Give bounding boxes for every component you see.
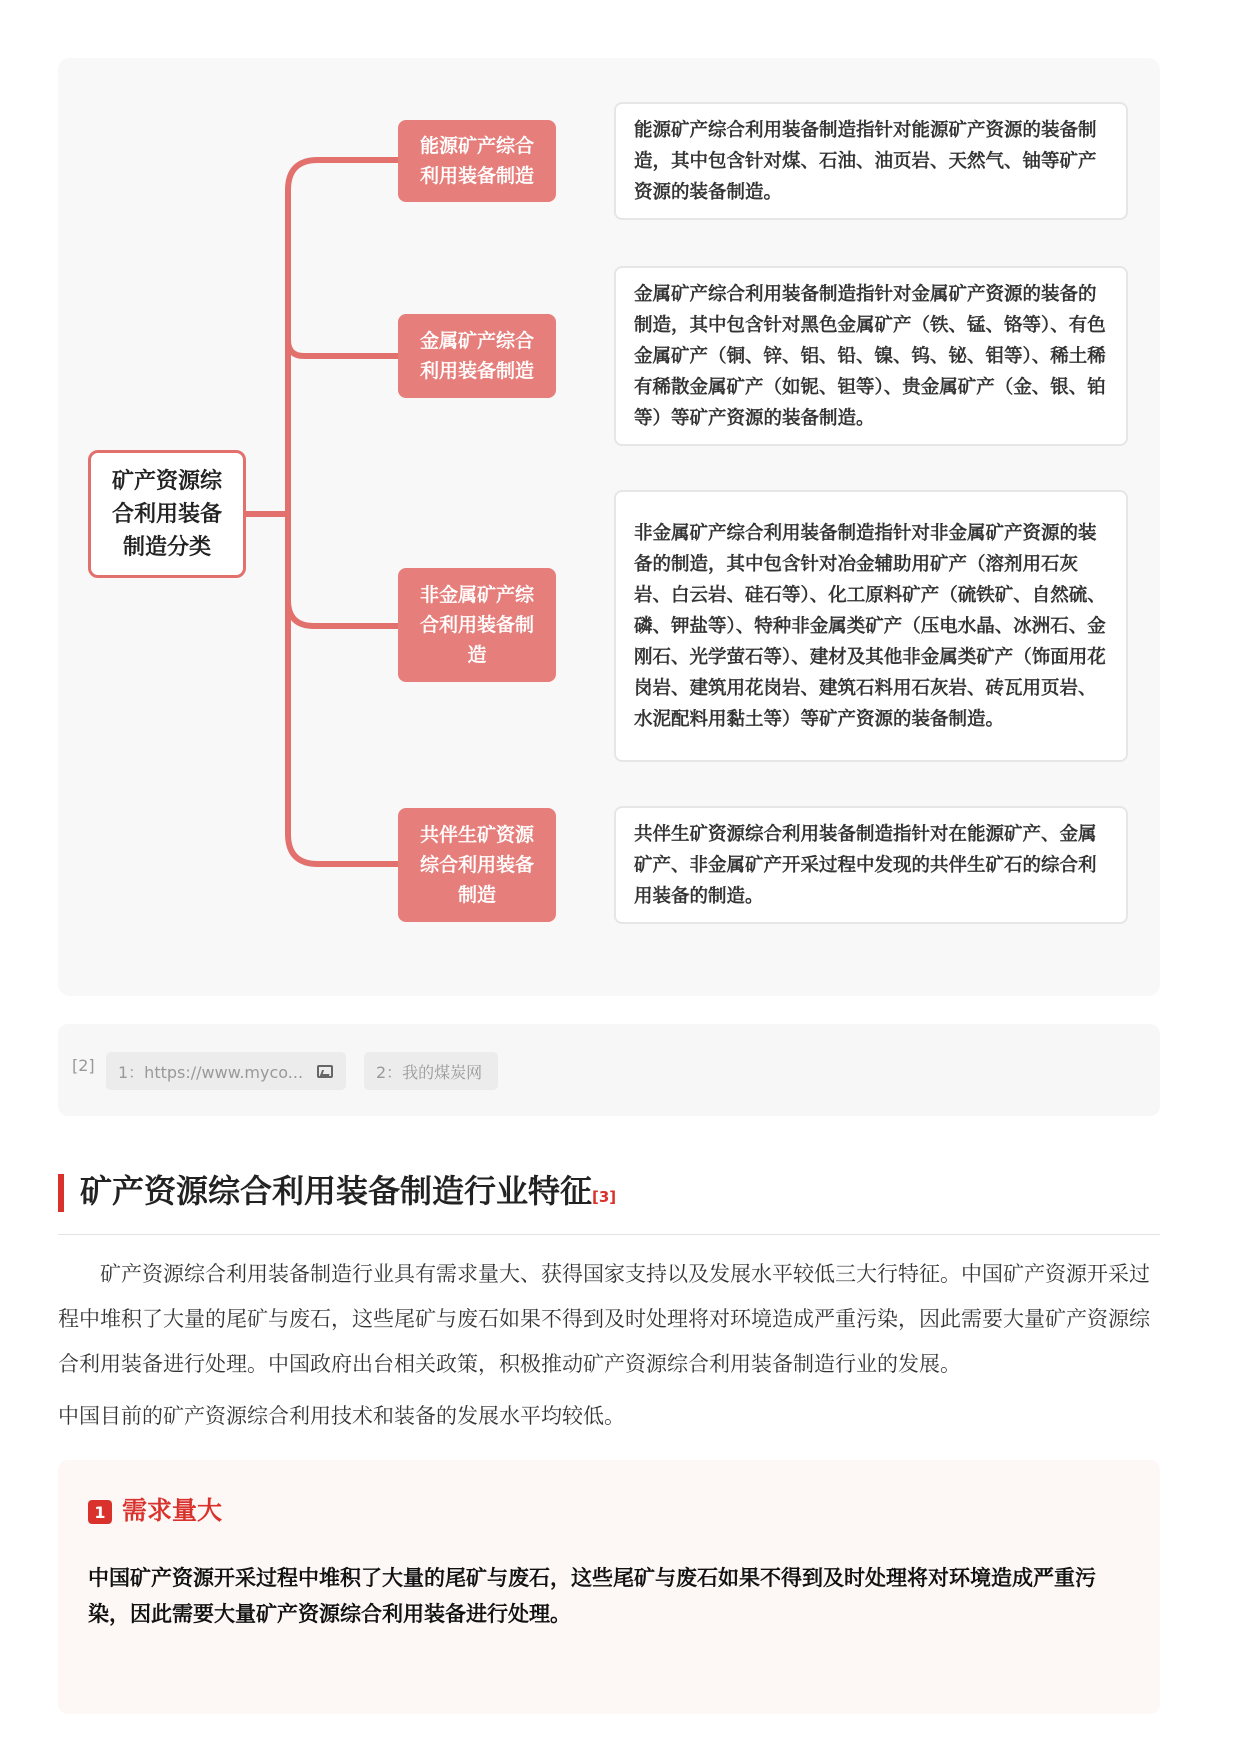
category-description-metal bbox=[614, 266, 1128, 446]
mindmap-root-node: 矿产资源综合利用装备制造分类 bbox=[88, 450, 246, 578]
category-node-associated: 共伴生矿资源综合利用装备制造 bbox=[398, 808, 556, 922]
category-description-energy bbox=[614, 102, 1128, 220]
category-node-metal: 金属矿产综合利用装备制造 bbox=[398, 314, 556, 398]
highlight-text: 中国矿产资源开采过程中堆积了大量的尾矿与废石，这些尾矿与废石如果不得到及时处理将对环境造成严重污染，因此需要大量矿产资源综合利用装备进行处理。 bbox=[88, 1566, 1096, 1626]
section-paragraph-1: 矿产资源综合利用装备制造行业具有需求量大、获得国家支持以及发展水平较低三大行特征。中国矿产资源开采过程中堆积了大量的尾矿与废石，这些尾矿与废石如果不得到及时处理将对环境造成严重污染，因此需要大量矿产资源综合利用装备进行处理。中国政府出台相关政策，积极推动矿产资源综合利用装备制造行业的发展。 bbox=[58, 1262, 1150, 1376]
reference-link-1[interactable] bbox=[106, 1052, 346, 1090]
section-divider bbox=[58, 1234, 1160, 1235]
reference-link-text: 2：我的煤炭网 bbox=[376, 1062, 483, 1082]
category-description-nonmetal bbox=[614, 490, 1128, 762]
section-title bbox=[80, 1168, 616, 1214]
section-accent-bar bbox=[58, 1174, 64, 1212]
category-node-nonmetal: 非金属矿产综合利用装备制造 bbox=[398, 568, 556, 682]
highlight-number-badge: 1 bbox=[88, 1500, 112, 1524]
description-text: 金属矿产综合利用装备制造指针对金属矿产资源的装备的制造，其中包含针对黑色金属矿产（铁、锰、铬等）、有色金属矿产（铜、锌、铝、铅、镍、钨、铋、钼等）、稀土稀有稀散金属矿产（如铌、钽等）、贵金属矿产（金、银、铂等）等矿产资源的装备制造。 bbox=[634, 283, 1106, 429]
highlight-title: 需求量大 bbox=[122, 1496, 223, 1525]
reference-link-2[interactable] bbox=[364, 1052, 498, 1090]
section-paragraph-2: 中国目前的矿产资源综合利用技术和装备的发展水平均较低。 bbox=[58, 1404, 625, 1428]
category-node-energy: 能源矿产综合利用装备制造 bbox=[398, 120, 556, 202]
description-text: 能源矿产综合利用装备制造指针对能源矿产资源的装备制造，其中包含针对煤、石油、油页岩、天然气、铀等矿产资源的装备制造。 bbox=[634, 119, 1097, 203]
description-text: 非金属矿产综合利用装备制造指针对非金属矿产资源的装备的制造，其中包含针对冶金辅助用矿产（溶剂用石灰岩、白云岩、硅石等）、化工原料矿产（硫铁矿、自然硫、磷、钾盐等）、特种非金属类矿产（压电水晶、冰洲石、金刚石、光学萤石等）、建材及其他非金属类矿产（饰面用花岗岩、建筑用花岗岩、建筑石料用石灰岩、砖瓦用页岩、水泥配料用黏土等）等矿产资源的装备制造。 bbox=[634, 522, 1106, 730]
section-reference[interactable]: [3] bbox=[592, 1188, 617, 1206]
description-text: 共伴生矿资源综合利用装备制造指针对在能源矿产、金属矿产、非金属矿产开采过程中发现的共伴生矿石的综合利用装备的制造。 bbox=[634, 823, 1097, 907]
reference-label: [2] bbox=[72, 1056, 95, 1075]
category-description-associated bbox=[614, 806, 1128, 924]
image-icon bbox=[317, 1065, 333, 1078]
reference-link-text: 1：https://www.myco... bbox=[118, 1062, 304, 1082]
section-title-text: 矿产资源综合利用装备制造行业特征 bbox=[80, 1172, 593, 1210]
